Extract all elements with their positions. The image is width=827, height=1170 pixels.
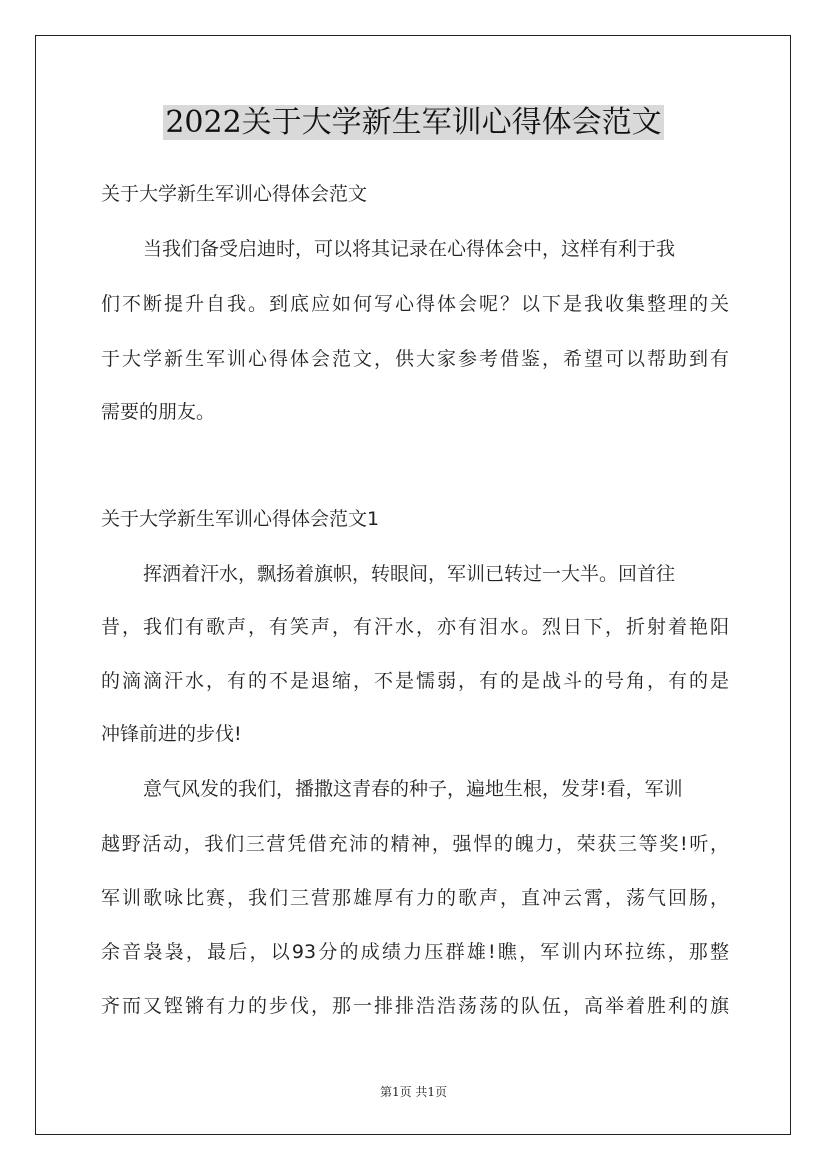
intro-line-1: 当我们备受启迪时，可以将其记录在心得体会中，这样有利于我	[143, 238, 676, 260]
section-heading: 关于大学新生军训心得体会范文1	[101, 508, 380, 530]
para2-line-5: 齐而又铿锵有力的步伐，那一排排浩浩荡荡的队伍，高举着胜利的旗	[101, 995, 729, 1017]
para2-line-3: 军训歌咏比赛，我们三营那雄厚有力的歌声，直冲云霄，荡气回肠，	[101, 887, 729, 909]
para1-line-1: 挥洒着汗水，飘扬着旗帜，转眼间，军训已转过一大半。回首往	[143, 563, 676, 585]
document-title	[0, 103, 827, 143]
page-footer	[0, 1083, 827, 1100]
intro-line-2: 们不断提升自我。到底应如何写心得体会呢？以下是我收集整理的关	[101, 293, 729, 315]
para2-line-4: 余音袅袅，最后，以93分的成绩力压群雄!瞧，军训内环拉练，那整	[101, 941, 729, 963]
para2-line-1: 意气风发的我们，播撒这青春的种子，遍地生根，发芽!看，军训	[143, 778, 683, 800]
para1-line-3: 的滴滴汗水，有的不是退缩，不是懦弱，有的是战斗的号角，有的是	[101, 670, 729, 692]
page-number: 第1页 共1页	[379, 1085, 448, 1099]
para2-line-2: 越野活动，我们三营凭借充沛的精神，强悍的魄力，荣获三等奖!听，	[101, 833, 729, 855]
document-title-text: 2022关于大学新生军训心得体会范文	[165, 105, 662, 140]
para1-line-4: 冲锋前进的步伐!	[101, 723, 242, 745]
intro-line-4: 需要的朋友。	[101, 401, 216, 423]
intro-line-3: 于大学新生军训心得体会范文，供大家参考借鉴，希望可以帮助到有	[101, 348, 729, 370]
subtitle: 关于大学新生军训心得体会范文	[101, 183, 368, 205]
para1-line-2: 昔，我们有歌声，有笑声，有汗水，亦有泪水。烈日下，折射着艳阳	[101, 616, 729, 638]
